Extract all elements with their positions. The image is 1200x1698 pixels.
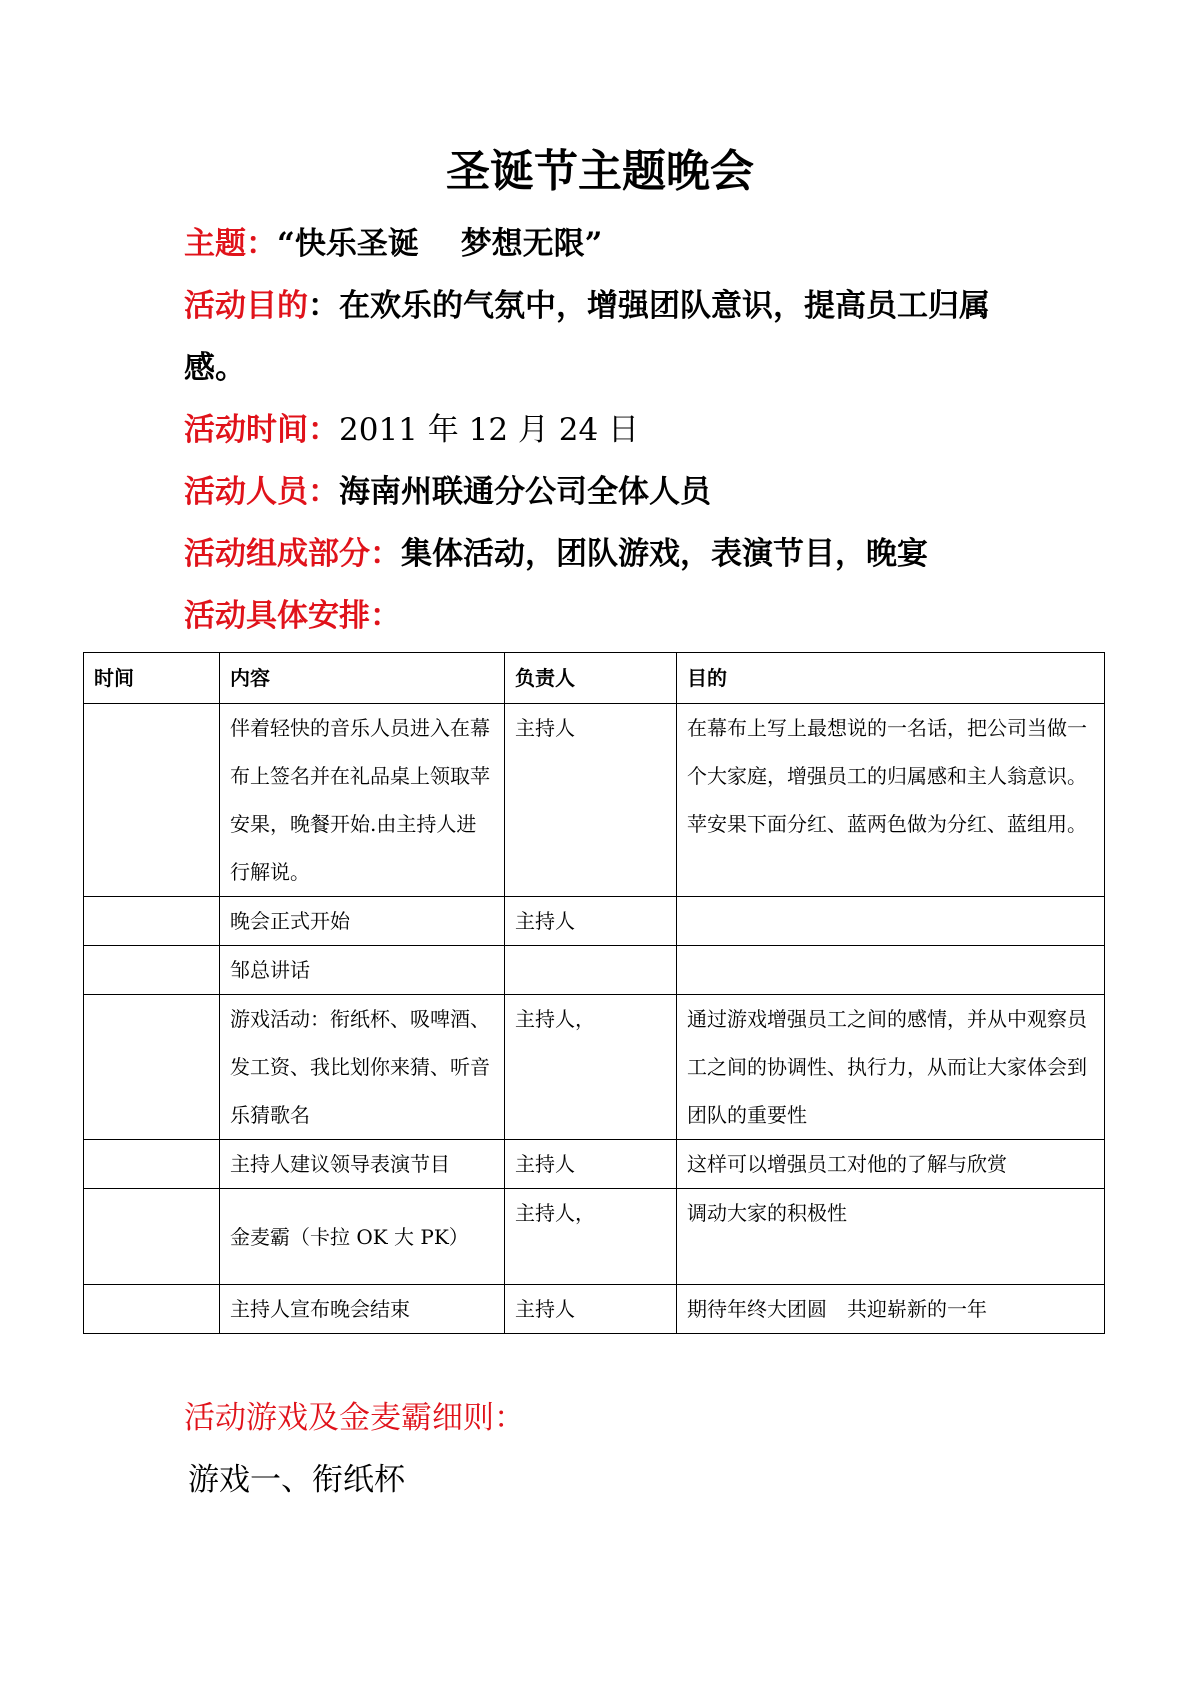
purpose-colon: ： [308, 288, 339, 324]
cell-goal: 调动大家的积极性 [677, 1189, 1105, 1285]
cell-owner: 主持人， [505, 1189, 677, 1285]
cell-content: 晚会正式开始 [220, 897, 505, 946]
cell-time [84, 1285, 220, 1334]
cell-owner: 主持人， [505, 995, 677, 1140]
table-row [84, 1189, 1105, 1285]
table-row [84, 995, 1105, 1140]
theme-label: 主题： [184, 226, 277, 262]
schedule-heading: 活动具体安排： [184, 598, 401, 634]
game-one-heading: 游戏一、衔纸杯 [188, 1462, 405, 1498]
cell-content: 主持人宣布晚会结束 [220, 1285, 505, 1334]
table-row [84, 1140, 1105, 1189]
cell-time [84, 897, 220, 946]
purpose-line-2 [184, 346, 246, 390]
cell-time [84, 995, 220, 1140]
cell-content: 金麦霸（卡拉 OK 大 PK） [220, 1189, 505, 1285]
purpose-line [184, 284, 990, 328]
table-row [84, 946, 1105, 995]
cell-owner: 主持人 [505, 1140, 677, 1189]
cell-goal: 在幕布上写上最想说的一名话，把公司当做一个大家庭，增强员工的归属感和主人翁意识。苹安果下面分红、蓝两色做为分红、蓝组用。 [677, 704, 1105, 897]
parts-line [184, 532, 928, 576]
cell-goal: 期待年终大团圆 共迎崭新的一年 [677, 1285, 1105, 1334]
header-owner: 负责人 [505, 653, 677, 704]
parts-value: 集体活动，团队游戏，表演节目，晚宴 [401, 536, 928, 572]
header-goal: 目的 [677, 653, 1105, 704]
cell-goal [677, 897, 1105, 946]
header-content: 内容 [220, 653, 505, 704]
time-line [184, 408, 639, 452]
schedule-table [83, 652, 1105, 1334]
cell-goal [677, 946, 1105, 995]
cell-time [84, 704, 220, 897]
time-value: 2011 年 12 月 24 日 [339, 412, 640, 448]
purpose-value: 在欢乐的气氛中，增强团队意识，提高员工归属 [339, 288, 990, 324]
cell-owner: 主持人 [505, 897, 677, 946]
cell-owner: 主持人 [505, 704, 677, 897]
people-label: 活动人员： [184, 474, 339, 510]
time-label: 活动时间： [184, 412, 339, 448]
cell-goal: 这样可以增强员工对他的了解与欣赏 [677, 1140, 1105, 1189]
cell-time [84, 1189, 220, 1285]
table-row [84, 704, 1105, 897]
cell-content: 伴着轻快的音乐人员进入在幕布上签名并在礼品桌上领取苹安果，晚餐开始.由主持人进行解说。 [220, 704, 505, 897]
table-row [84, 897, 1105, 946]
table-header-row [84, 653, 1105, 704]
header-time: 时间 [84, 653, 220, 704]
cell-time [84, 1140, 220, 1189]
theme-line [184, 222, 602, 266]
cell-owner [505, 946, 677, 995]
people-line [184, 470, 711, 514]
purpose-value-cont: 感。 [184, 350, 246, 386]
cell-time [84, 946, 220, 995]
cell-goal: 通过游戏增强员工之间的感情，并从中观察员工之间的协调性、执行力，从而让大家体会到团队的重要性 [677, 995, 1105, 1140]
theme-value: “快乐圣诞 梦想无限” [277, 226, 603, 262]
table-row [84, 1285, 1105, 1334]
cell-content: 游戏活动：衔纸杯、吸啤酒、发工资、我比划你来猜、听音乐猜歌名 [220, 995, 505, 1140]
purpose-label: 活动目的 [184, 288, 308, 324]
people-value: 海南州联通分公司全体人员 [339, 474, 711, 510]
cell-content: 主持人建议领导表演节目 [220, 1140, 505, 1189]
games-section-heading: 活动游戏及金麦霸细则： [184, 1400, 525, 1436]
cell-owner: 主持人 [505, 1285, 677, 1334]
cell-content: 邹总讲话 [220, 946, 505, 995]
document-title: 圣诞节主题晚会 [446, 146, 754, 197]
parts-label: 活动组成部分： [184, 536, 401, 572]
